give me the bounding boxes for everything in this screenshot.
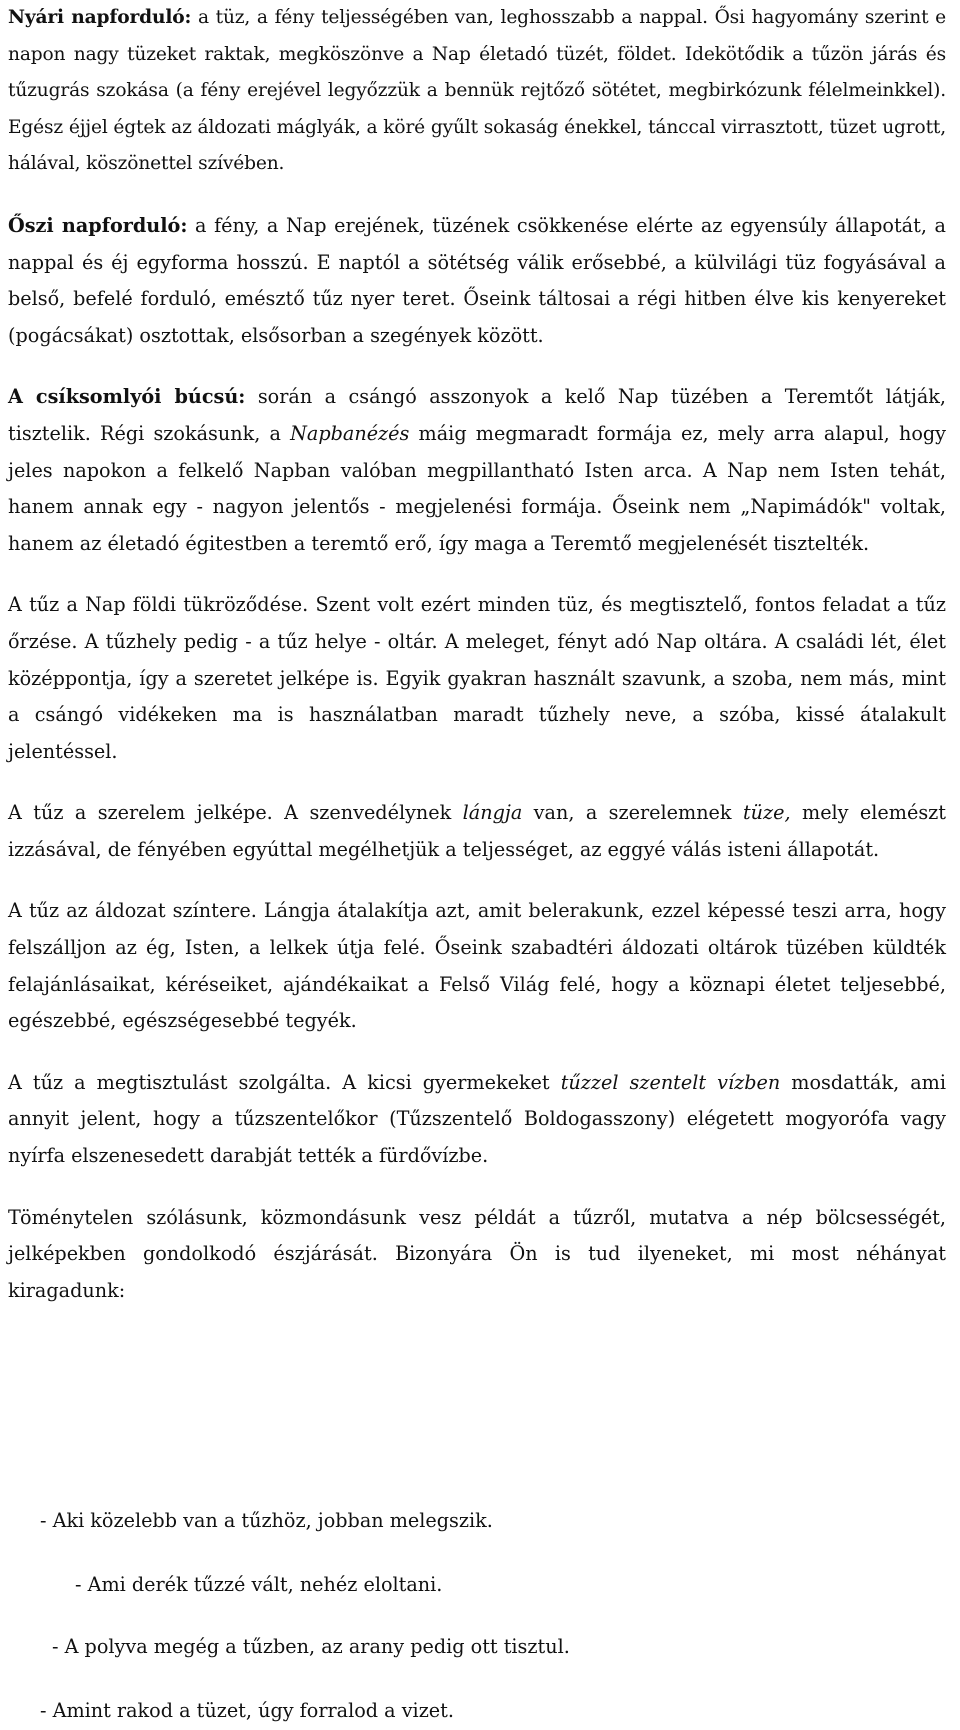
- paragraph-summer-solstice: [8, 0, 946, 183]
- italic-text: tüze,: [742, 801, 791, 825]
- bold-lead-text: Nyári napforduló:: [8, 7, 192, 28]
- body-text: A tűz a szerelem jelképe. A szenvedélynek: [8, 801, 463, 825]
- body-text: A tűz a megtisztulást szolgálta. A kicsi gyermekeket: [8, 1070, 561, 1094]
- paragraph-fire-love: [8, 795, 946, 868]
- body-text: mely elemészt izzásával, de fényében egyúttal megélhetjük a teljességet, az eggyé válás isteni állapotát.: [8, 801, 946, 861]
- proverb-item: - Aki közelebb van a tűzhöz, jobban melegszik.: [40, 1509, 493, 1532]
- body-text: mosdatták, ami annyit jelent, hogy a tűzszentelőkor (Tűzszentelő Boldogasszony) elégetett mogyorófa vagy nyírfa elszenesedett darabját tették a fürdővízbe.: [8, 1070, 947, 1168]
- italic-text: Napbanézés: [290, 421, 410, 445]
- bold-lead-text: A csíksomlyói búcsú:: [8, 385, 246, 409]
- paragraph-fire-purification: [8, 1065, 946, 1175]
- paragraph-csiksomlyo: [8, 379, 946, 562]
- proverb-item: - Ami derék tűzzé vált, nehéz eloltani.: [75, 1573, 443, 1596]
- paragraph-fire-sacrifice: [8, 893, 946, 1039]
- body-text: van, a szerelemnek: [522, 801, 743, 825]
- paragraph-autumn-solstice: [8, 208, 946, 354]
- body-text: Töménytelen szólásunk, közmondásunk vesz példát a tűzről, mutatva a nép bölcsességét, jelképekben gondolkodó észjárását. Bizonyára Ön is tud ilyeneket, mi most néhányat kiragadunk:: [8, 1205, 946, 1302]
- body-text: máig megmaradt formája ez, mely arra alapul, hogy jeles napokon a felkelő Napban valóban megpillantható Isten arca. A Nap nem Isten tehát, hanem annak egy - nagyon jelentős - megjelenési formája. Őseink nem „Napimádók" voltak, hanem az életadó égitestben a teremtő erő, így maga a Teremtő megjelenését tisztelték.: [8, 421, 946, 555]
- body-text: A tűz az áldozat színtere. Lángja átalakítja azt, amit belerakunk, ezzel képessé teszi arra, hogy felszálljon az ég, Isten, a lelkek útja felé. Őseink szabadtéri áldozati oltárok tüzében küldték felajánlásaikat, kéréseiket, ajándékaikat a Felső Világ felé, hogy a köznapi életet teljesebbé, egészebbé, egészségesebbé tegyék.: [8, 899, 946, 1033]
- proverb-item: - A polyva megég a tűzben, az arany pedig ott tisztul.: [52, 1635, 570, 1658]
- proverb-item: - Amint rakod a tüzet, úgy forralod a vizet.: [40, 1699, 454, 1722]
- body-text: a fény, a Nap erejének, tüzének csökkenése elérte az egyensúly állapotát, a nappal és éj egyforma hosszú. E naptól a sötétség válik erősebbé, a külvilági tüz fogyásával a belső, befelé forduló, emésztő tűz nyer teret. Őseink táltosai a régi hitben élve kis kenyereket (pogácsákat) osztottak, elsősorban a szegények között.: [8, 213, 946, 347]
- italic-text: lángja: [462, 801, 523, 825]
- paragraph-fire-reflection: [8, 587, 946, 770]
- body-text: során a csángó asszonyok a kelő Nap tüzében a Teremtőt látják, tisztelik. Régi szokásunk, a: [8, 385, 946, 445]
- italic-text: tűzzel szentelt vízben: [560, 1070, 781, 1094]
- body-text: a tüz, a fény teljességében van, leghosszabb a nappal. Ősi hagyomány szerint e napon nagy tüzeket raktak, megköszönve a Nap életadó tüzét, földet. Idekötődik a tűzön járás és tűzugrás szokása (a fény erejével legyőzzük a bennük rejtőző sötétet, megbirkózunk félelmeinkkel). Egész éjjel égtek az áldozati máglyák, a köré gyűlt sokaság énekkel, tánccal virrasztott, tüzet ugrott, hálával, köszönettel szívében.: [8, 7, 946, 175]
- document-page: [8, 0, 946, 1334]
- paragraph-proverbs-intro: [8, 1200, 946, 1310]
- bold-lead-text: Őszi napforduló:: [8, 213, 188, 237]
- body-text: A tűz a Nap földi tükröződése. Szent volt ezért minden tüz, és megtisztelő, fontos feladat a tűz őrzése. A tűzhely pedig - a tűz helye - oltár. A meleget, fényt adó Nap oltára. A családi lét, élet középpontja, így a szeretet jelképe is. Egyik gyakran használt szavunk, a szoba, nem más, mint a csángó vidékeken ma is használatban maradt tűzhely neve, a szóba, kissé átalakult jelentéssel.: [8, 593, 946, 763]
